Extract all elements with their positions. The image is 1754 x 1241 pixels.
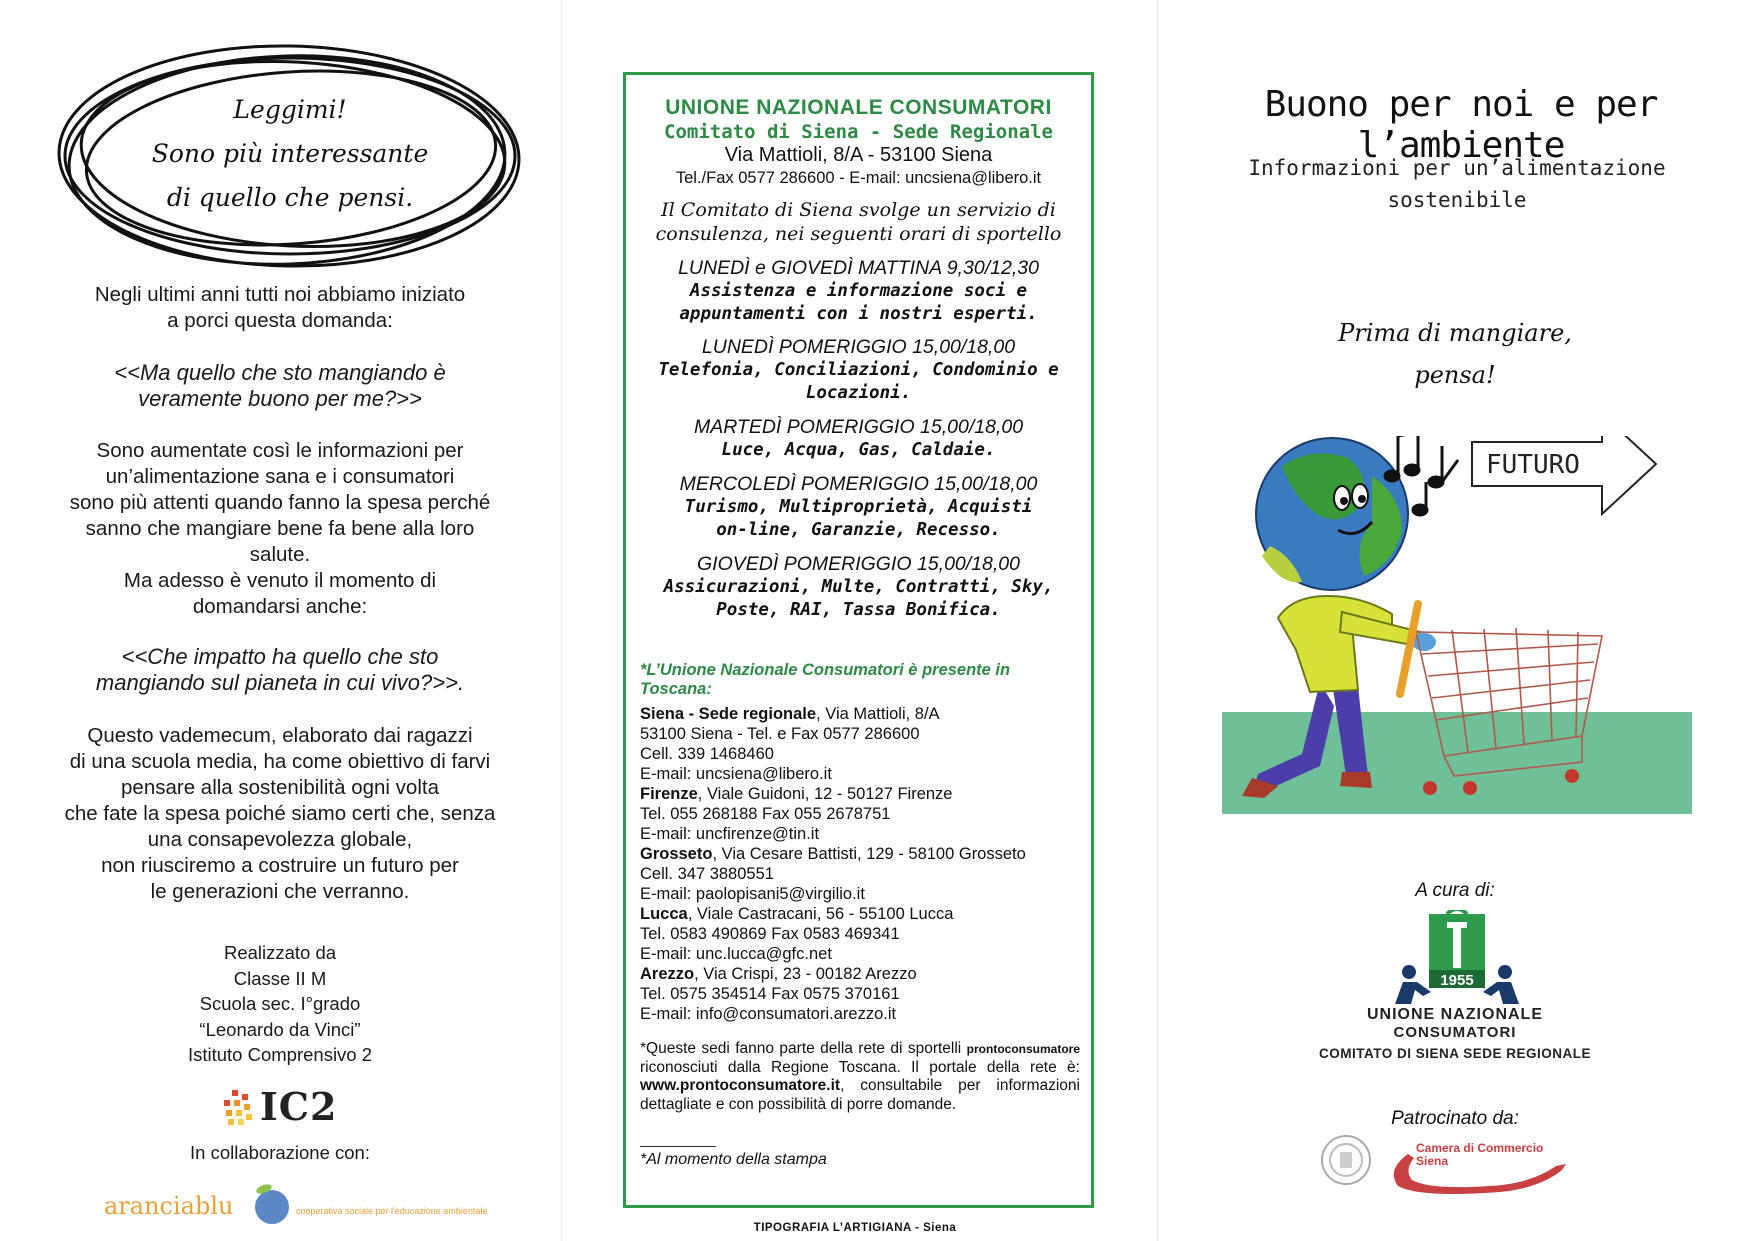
- schedule-desc: appuntamenti con i nostri esperti.: [679, 304, 1038, 324]
- ic2-logo-text: IC2: [260, 1084, 338, 1129]
- office-detail: Tel. 0575 354514 Fax 0575 370161: [640, 985, 900, 1003]
- unc-contact: Tel./Fax 0577 286600 - E-mail: uncsiena@libero.it: [675, 169, 1042, 187]
- prontoconsumatore-brand: prontoconsumatore: [966, 1042, 1080, 1056]
- text-line: le generazioni che verranno.: [150, 880, 410, 903]
- office-detail: , Viale Guidoni, 12 - 50127 Firenze: [697, 785, 953, 803]
- unc-subtitle: Comitato di Siena - Sede Regionale: [664, 121, 1053, 143]
- office-email: E-mail: paolopisani5@virgilio.it: [640, 885, 865, 903]
- text-line: consulenza, nei seguenti orari di sportello: [655, 223, 1062, 245]
- unc-1955-logo: [1389, 910, 1525, 1010]
- text-line: sostenibile: [1387, 188, 1527, 212]
- unc-address: Via Mattioli, 8/A - 53100 Siena: [724, 144, 993, 166]
- sponsored-by-label: Patrocinato da:: [1391, 1108, 1519, 1129]
- office-detail: Cell. 347 3880551: [640, 865, 774, 883]
- office-line: [640, 924, 1080, 944]
- offices-list: [640, 704, 1080, 1024]
- text-line: salute.: [249, 543, 311, 566]
- text-line: mangiando sul pianeta in cui vivo?>>.: [95, 670, 465, 695]
- office-city: Arezzo: [640, 965, 695, 983]
- right-panel: [1156, 0, 1754, 1241]
- camera-name: [1416, 1142, 1543, 1168]
- text-line: <<Ma quello che sto mangiando è: [114, 360, 446, 385]
- aranciablu-tagline: cooperativa sociale per l'educazione ambientale: [296, 1206, 488, 1216]
- text-line: veramente buono per me?>>: [138, 386, 422, 411]
- credit-line: Istituto Comprensivo 2: [187, 1044, 373, 1065]
- schedule-desc: on-line, Garanzie, Recesso.: [716, 520, 1001, 540]
- schedule-day: LUNEDÌ e GIOVEDÌ MATTINA 9,30/12,30: [678, 257, 1039, 279]
- schedule-block: [626, 552, 1091, 622]
- text-line: Siena: [1416, 1154, 1449, 1168]
- office-detail: Tel. 0583 490869 Fax 0583 469341: [640, 925, 900, 943]
- text-line: Ma adesso è venuto il momento di: [123, 569, 437, 592]
- middle-panel: [560, 0, 1156, 1241]
- schedule-desc: Assicurazioni, Multe, Contratti, Sky,: [663, 577, 1054, 597]
- office-city: Firenze: [640, 785, 698, 803]
- cart-handle-icon: [1400, 604, 1418, 694]
- office-line: [640, 824, 1080, 844]
- office-line: [640, 944, 1080, 964]
- logo-line: COMITATO DI SIENA SEDE REGIONALE: [1318, 1046, 1592, 1061]
- office-line: [640, 1004, 1080, 1024]
- text-line: non riusciremo a costruire un futuro per: [101, 854, 459, 877]
- globe-shopping-illustration: [1222, 436, 1692, 834]
- office-email: E-mail: uncfirenze@tin.it: [640, 825, 820, 843]
- printer-credit: TIPOGRAFIA L’ARTIGIANA - Siena: [753, 1222, 957, 1234]
- schedule-desc: Poste, RAI, Tassa Bonifica.: [716, 600, 1001, 620]
- text-line: *L’Unione Nazionale Consumatori è presente in: [640, 661, 1011, 679]
- office-line: [640, 764, 1080, 784]
- paragraph-two: [30, 438, 530, 620]
- text-line: Informazioni per un’alimentazione: [1248, 156, 1666, 180]
- credits: [30, 940, 530, 1068]
- office-line: [640, 804, 1080, 824]
- cover-title: Buono per noi e per l’ambiente: [1264, 84, 1658, 166]
- bubble-text: [55, 88, 525, 220]
- office-line: [640, 724, 1080, 744]
- office-detail: Cell. 339 1468460: [640, 745, 774, 763]
- text-line: Prima di mangiare,: [1338, 319, 1572, 347]
- office-detail: 53100 Siena - Tel. e Fax 0577 286600: [640, 725, 920, 743]
- text-line: pensa!: [1414, 361, 1496, 389]
- paragraph-three: [30, 723, 530, 905]
- schedule-day: GIOVEDÌ POMERIGGIO 15,00/18,00: [697, 553, 1020, 575]
- schedule-block: [626, 335, 1091, 405]
- slogan: [1156, 312, 1754, 396]
- curated-by-label: A cura di:: [1415, 880, 1495, 901]
- office-detail: , Viale Castracani, 56 - 55100 Lucca: [687, 905, 954, 923]
- office-email: E-mail: info@consumatori.arezzo.it: [640, 1005, 897, 1023]
- portal-url: www.prontoconsumatore.it: [640, 1077, 841, 1094]
- text-line: sanno che mangiare bene fa bene alla loro: [85, 517, 475, 540]
- schedule-desc: Locazioni.: [805, 383, 912, 403]
- credit-line: Realizzato da: [223, 942, 337, 963]
- office-line: [640, 984, 1080, 1004]
- collab-label: In collaborazione con:: [190, 1142, 370, 1163]
- future-sign-label: FUTURO: [1486, 450, 1580, 480]
- office-email: E-mail: unc.lucca@gfc.net: [640, 945, 832, 963]
- bubble-line: Sono più interessante: [151, 139, 429, 168]
- text-line: di una scuola media, ha come obiettivo di farvi: [69, 750, 491, 773]
- intro-text: [30, 282, 530, 334]
- bubble-line: di quello che pensi.: [166, 183, 414, 212]
- credit-line: Scuola sec. I°grado: [199, 993, 361, 1014]
- office-line: [640, 784, 1080, 804]
- ic2-logo: [222, 1084, 342, 1129]
- office-line: [640, 704, 1080, 724]
- schedule-block: [626, 415, 1091, 462]
- office-detail: , Via Mattioli, 8/A: [816, 705, 940, 723]
- office-city: Lucca: [640, 905, 688, 923]
- schedule-desc: Telefonia, Conciliazioni, Condominio e: [658, 360, 1059, 380]
- text-line: <<Che impatto ha quello che sto: [121, 644, 439, 669]
- logo-year: 1955: [1440, 972, 1474, 989]
- office-detail: Tel. 055 268188 Fax 055 2678751: [640, 805, 891, 823]
- seal-icon: [1316, 1130, 1376, 1190]
- wheel-icon: [1423, 781, 1437, 795]
- office-line: [640, 884, 1080, 904]
- office-line: [640, 964, 1080, 984]
- bubble-line: Leggimi!: [233, 95, 347, 124]
- note-text: , consultabile per informazioni dettagliate e con possibilità di porre domande.: [640, 1077, 1080, 1113]
- schedule-block: [626, 256, 1091, 326]
- text-line: pensare alla sostenibilità ogni volta: [121, 776, 439, 799]
- camera-commercio-logo: [1316, 1130, 1616, 1210]
- text-line: a porci questa domanda:: [167, 309, 393, 332]
- service-intro: [626, 198, 1091, 246]
- schedule-block: [626, 472, 1091, 542]
- schedule-day: MARTEDÌ POMERIGGIO 15,00/18,00: [693, 416, 1024, 438]
- wheel-icon: [1565, 769, 1579, 783]
- text-line: un’alimentazione sana e i consumatori: [105, 465, 455, 488]
- text-line: Camera di Commercio: [1416, 1141, 1544, 1155]
- logo-line: UNIONE NAZIONALE: [1367, 1006, 1543, 1023]
- wheel-icon: [1463, 781, 1477, 795]
- shirt-icon: [1278, 596, 1392, 692]
- footnote: *Al momento della stampa: [640, 1151, 827, 1168]
- text-line: Questo vademecum, elaborato dai ragazzi: [87, 724, 473, 747]
- office-detail: , Via Cesare Battisti, 129 - 58100 Grosseto: [712, 845, 1026, 863]
- network-note: [640, 1040, 1080, 1114]
- office-line: [640, 864, 1080, 884]
- unc-title: UNIONE NAZIONALE CONSUMATORI: [665, 96, 1052, 119]
- text-line: Toscana:: [640, 680, 712, 698]
- aranciablu-wordmark: aranciablu: [104, 1192, 234, 1220]
- presence-heading: [640, 661, 1080, 699]
- office-email: E-mail: uncsiena@libero.it: [640, 765, 832, 783]
- shoe-icon: [1340, 772, 1372, 788]
- office-city: Siena - Sede regionale: [640, 705, 817, 723]
- office-city: Grosseto: [640, 845, 713, 863]
- text-line: domandarsi anche:: [192, 595, 368, 618]
- ic2-squares-icon: [222, 1090, 256, 1126]
- schedule-desc: Assistenza e informazione soci e: [689, 281, 1028, 301]
- schedule-desc: Turismo, Multiproprietà, Acquisti: [684, 497, 1033, 517]
- text-line: una consapevolezza globale,: [147, 828, 413, 851]
- orange-fruit-icon: [250, 1182, 294, 1226]
- office-line: [640, 844, 1080, 864]
- credit-line: Classe II M: [233, 967, 327, 989]
- text-line: che fate la spesa poiché siamo certi che, senza: [64, 802, 496, 825]
- office-detail: , Via Crispi, 23 - 00182 Arezzo: [694, 965, 917, 983]
- office-line: [640, 904, 1080, 924]
- left-panel: [0, 0, 560, 1241]
- question-one: [30, 360, 530, 412]
- schedule-desc: Luce, Acqua, Gas, Caldaie.: [721, 440, 996, 460]
- text-line: sono più attenti quando fanno la spesa perché: [69, 491, 491, 514]
- note-text: *Queste sedi fanno parte della rete di sportelli: [640, 1040, 962, 1057]
- footnote-rule: [640, 1146, 716, 1147]
- office-line: [640, 744, 1080, 764]
- text-line: Sono aumentate così le informazioni per: [96, 439, 464, 462]
- text-line: Il Comitato di Siena svolge un servizio di: [661, 199, 1056, 221]
- question-two: [30, 644, 530, 696]
- logo-line: CONSUMATORI: [1393, 1024, 1517, 1041]
- note-text: riconosciuti dalla Regione Toscana. Il portale della rete è:: [640, 1058, 1080, 1076]
- text-line: Negli ultimi anni tutti noi abbiamo iniziato: [94, 283, 466, 306]
- cover-subtitle: [1164, 152, 1750, 216]
- schedule-day: LUNEDÌ POMERIGGIO 15,00/18,00: [701, 336, 1016, 358]
- aranciablu-logo: [104, 1186, 488, 1228]
- schedule-day: MERCOLEDÌ POMERIGGIO 15,00/18,00: [679, 473, 1038, 495]
- credit-line: “Leonardo da Vinci”: [199, 1018, 361, 1040]
